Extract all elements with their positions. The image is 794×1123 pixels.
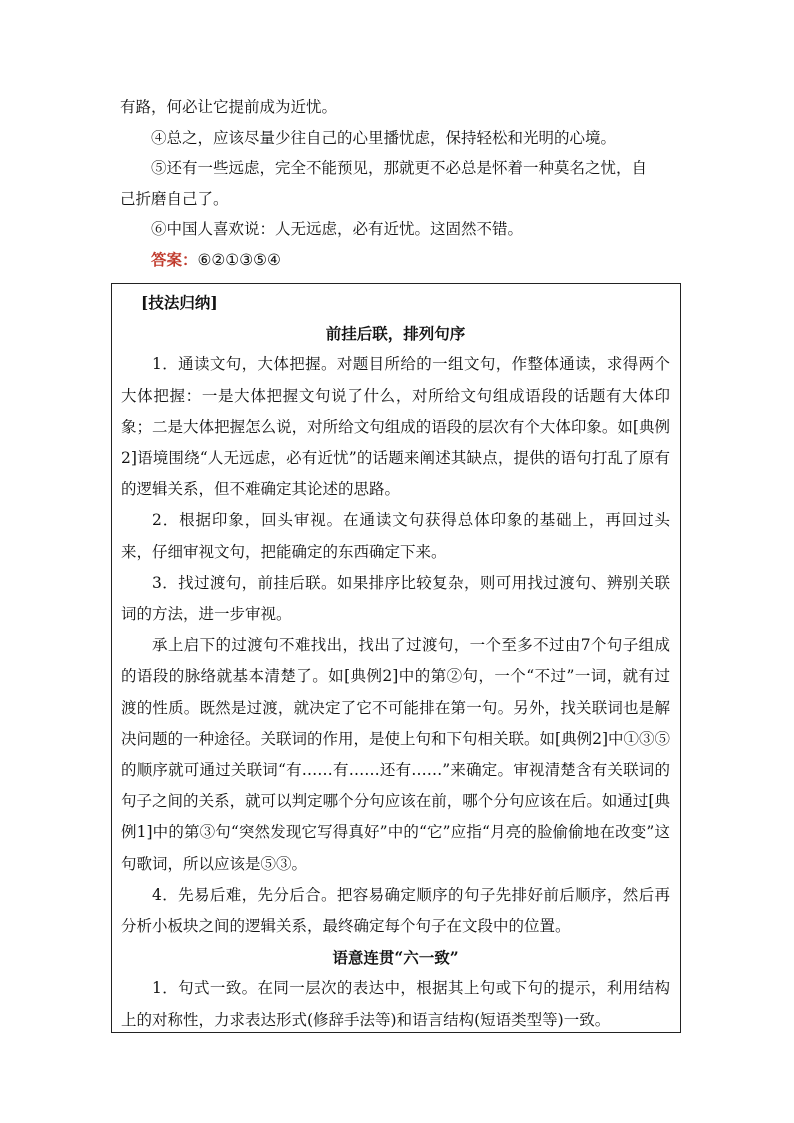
answer-value: ⑥②①③⑤④ (197, 250, 281, 269)
answer-line (120, 245, 680, 276)
paragraph-4: 承上启下的过渡句不难找出，找出了过渡句，一个至多不过由7个句子组成的语段的脉络就基本清楚了。如[典例2]中的第②句，一个“不过”一词，就有过渡的性质。既然是过渡，就决定了它不可能排在第一句。另外，找关联词也是解决问题的一种途径。关联词的作用，是使上句和下句相关联。如[典例2]中①③⑤的顺序就可通过关联词“有……有……还有……”来确定。审视清楚含有关联词的句子之间的关系，就可以判定哪个分句应该在前，哪个分句应该在后。如通过[典例1]中的第③句“突然发现它写得真好”中的“它”应指“月亮的脸偷偷地在改变”这句歌词，所以应该是⑤③。 (121, 636, 670, 873)
answer-label: 答案： (151, 249, 198, 269)
paragraph-1: 1．通读文句，大体把握。对题目所给的一组文句，作整体通读，求得两个大体把握：一是大体把握文句说了什么，对所给文句组成语段的话题有大体印象；二是大体把握怎么说，对所给文句组成的语段的层次有个大体印象。如[典例2]语境围绕“人无远虑，必有近忧”的话题来阐述其缺点，提供的语句打乱了原有的逻辑关系，但不难确定其论述的思路。 (121, 355, 670, 499)
paragraph-6: 1．句式一致。在同一层次的表达中，根据其上句或下句的提示，利用结构上的对称性，力求表达形式(修辞手法等)和语言结构(短语类型等)一致。 (121, 979, 670, 1029)
sentence-5-line2: 己折磨自己了。 (120, 189, 229, 208)
sentence-4: ④总之，应该尽量少往自己的心里播忧虑，保持轻松和光明的心境。 (151, 128, 617, 147)
sentence-6: ⑥中国人喜欢说：人无远虑，必有近忧。这固然不错。 (151, 220, 524, 238)
sentence-5-line1: ⑤还有一些远虑，完全不能预见，那就更不必总是怀着一种莫名之忧，自 (151, 159, 648, 177)
section-label: [技法归纳] (141, 293, 218, 312)
paragraph-3: 3．找过渡句，前挂后联。如果排序比较复杂，则可用找过渡句、辨别关联词的方法，进一步审视。 (121, 573, 670, 624)
question-sentences (120, 92, 680, 275)
paragraph-5: 4．先易后难，先分后合。把容易确定顺序的句子先排好前后顺序，然后再分析小板块之间的逻辑关系，最终确定每个句子在文段中的位置。 (121, 885, 670, 936)
heading-coherence: 语意连贯“六一致” (332, 948, 459, 968)
technique-summary-box (111, 283, 681, 1033)
paragraph-2: 2．根据印象，回头审视。在通读文句获得总体印象的基础上，再回过头来，仔细审视文句，把能确定的东西确定下来。 (121, 511, 670, 561)
sentence-continuation: 有路，何必让它提前成为近忧。 (120, 98, 338, 116)
heading-sentence-order: 前挂后联，排列句序 (325, 324, 466, 344)
